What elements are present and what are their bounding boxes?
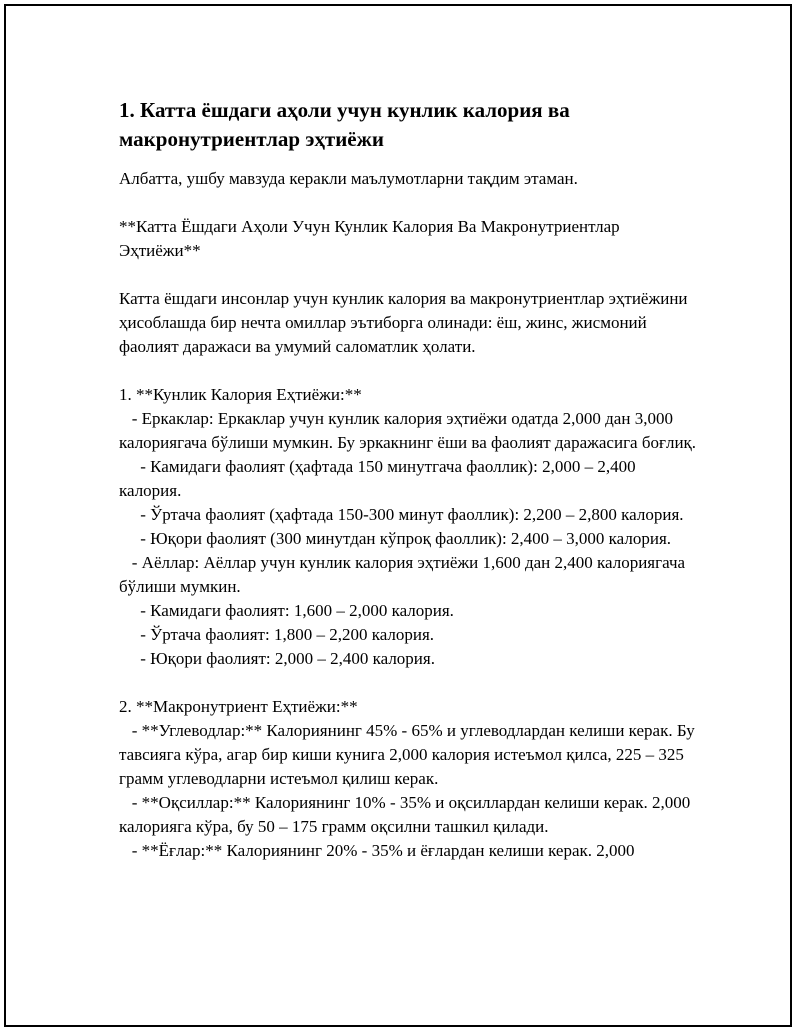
body-paragraph: Катта ёшдаги инсонлар учун кунлик калория ва макронутриентлар эҳтиёжини ҳисоблашда бир нечта омиллар эътиборга олинади: ёш, жинс, жисмоний фаолият даражаси ва умумий саломатлик ҳолати.	[119, 289, 692, 356]
section1-women: - Аёллар: Аёллар учун кунлик калория эҳтиёжи 1,600 дан 2,400 калориягача бўлиши мумкин.	[119, 553, 690, 596]
spacer	[119, 359, 699, 383]
spacer	[119, 671, 699, 695]
document-page	[4, 4, 792, 1027]
section1-women-low: - Камидаги фаолият: 1,600 – 2,000 калория.	[119, 601, 454, 620]
section1-men-low: - Камидаги фаолият (ҳафтада 150 минутгача фаоллик): 2,000 – 2,400 калория.	[119, 457, 640, 500]
spacer	[119, 263, 699, 287]
section2-carbs: - **Углеводлар:** Калориянинг 45% - 65% и углеводлардан келиши керак. Бу тавсияга кўра, агар бир киши кунига 2,000 калория истеъмол қилса, 225 – 325 грамм углеводларни истеъмол қилиш керак.	[119, 721, 699, 788]
section1-men: - Еркаклар: Еркаклар учун кунлик калория эҳтиёжи одатда 2,000 дан 3,000 калориягача бўлиши мумкин. Бу эркакнинг ёши ва фаолият даражасига боғлиқ.	[119, 409, 697, 452]
intro-paragraph: Албатта, ушбу мавзуда керакли маълумотларни тақдим этаман.	[119, 169, 578, 188]
section1-men-high: - Юқори фаолият (300 минутдан кўпроқ фаоллик): 2,400 – 3,000 калория.	[119, 529, 672, 548]
document-content	[119, 96, 699, 863]
section2-heading: 2. **Макронутриент Еҳтиёжи:**	[119, 697, 358, 716]
spacer	[119, 191, 699, 215]
section2-protein: - **Оқсиллар:** Калориянинг 10% - 35% и оқсиллардан келиши керак. 2,000 калорияга кўра, бу 50 – 175 грамм оқсилни ташкил қилади.	[119, 793, 695, 836]
section1-men-mid: - Ўртача фаолият (ҳафтада 150-300 минут фаоллик): 2,200 – 2,800 калория.	[119, 505, 684, 524]
section1-women-mid: - Ўртача фаолият: 1,800 – 2,200 калория.	[119, 625, 435, 644]
section1-women-high: - Юқори фаолият: 2,000 – 2,400 калория.	[119, 649, 435, 668]
section1-heading: 1. **Кунлик Калория Еҳтиёжи:**	[119, 385, 362, 404]
bold-heading-paragraph: **Катта Ёшдаги Аҳоли Учун Кунлик Калория Ва Макронутриентлар Эҳтиёжи**	[119, 217, 624, 260]
section2-fats: - **Ёғлар:** Калориянинг 20% - 35% и ёғлардан келиши керак. 2,000	[119, 841, 635, 860]
document-title: 1. Катта ёшдаги аҳоли учун кунлик калория ва макронутриентлар эҳтиёжи	[119, 98, 570, 151]
